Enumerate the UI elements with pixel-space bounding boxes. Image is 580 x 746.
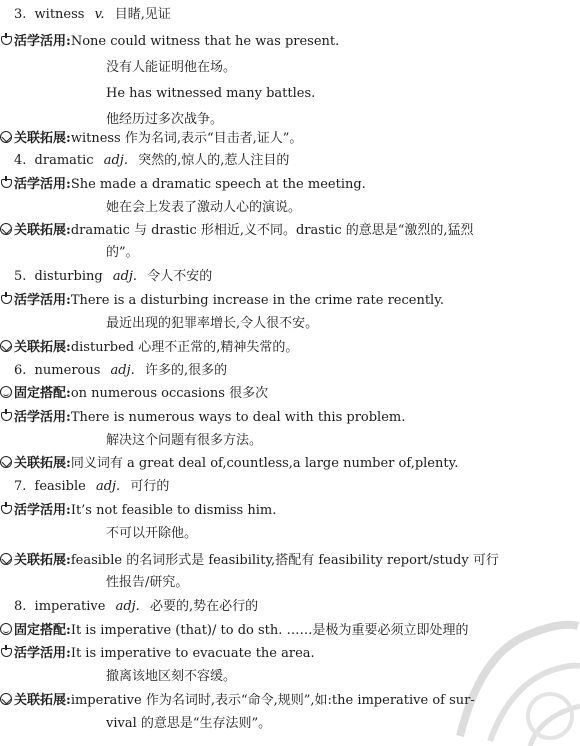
practice-line: 他经历过多次战争。 [106,112,224,127]
practice-row: 活学活用:None could witness that he was present. [0,31,575,53]
entry-heading: 4. dramatic adj. 突然的,惊人的,惹人注目的 [14,153,290,168]
expand-icon [0,223,12,235]
expand-line: vival 的意思是“生存法则”。 [106,716,272,731]
expand-icon [0,340,12,352]
collocation-row: 固定搭配:on numerous occasions 很多次 [0,383,575,405]
expand-row: 关联拓展:witness 作为名词,表示“目击者,证人”。 [0,128,575,150]
expand-icon [0,131,12,143]
practice-line: 解决这个问题有很多方法。 [106,433,263,448]
practice-icon [0,646,12,658]
practice-icon [0,410,12,422]
practice-row: 活学活用:She made a dramatic speech at the meeting. [0,174,575,196]
expand-row: 关联拓展:feasible 的名词形式是 feasibility,搭配有 feasibility report/study 可行 [0,550,575,572]
smile-icon [0,623,12,635]
expand-icon [0,456,12,468]
expand-row: 关联拓展:imperative 作为名词时,表示“命令,规则”,如:the imperative of sur- [0,690,575,712]
collocation-row: 固定搭配:It is imperative (that)/ to do sth. ……是极为重要必须立即处理的 [0,620,575,642]
expand-row: 关联拓展:disturbed 心理不正常的,精神失常的。 [0,337,575,359]
expand-row: 关联拓展:dramatic 与 drastic 形相近,义不同。drastic 的意思是“激烈的,猛烈 [0,220,575,242]
practice-icon [0,177,12,189]
entry-heading: 8. imperative adj. 必要的,势在必行的 [14,599,259,614]
entry-heading: 6. numerous adj. 许多的,很多的 [14,363,228,378]
practice-line: 她在会上发表了激动人心的演说。 [106,200,302,215]
expand-icon [0,553,12,565]
practice-row: 活学活用:It’s not feasible to dismiss him. [0,500,575,522]
practice-row: 活学活用:There is a disturbing increase in the crime rate recently. [0,290,575,312]
practice-line: 撤离该地区刻不容缓。 [106,669,237,684]
entry-heading: 3. witness v. 目睹,见证 [14,7,171,22]
practice-icon [0,503,12,515]
expand-icon [0,693,12,705]
practice-icon [0,34,12,46]
practice-row: 活学活用:It is imperative to evacuate the area. [0,643,575,665]
smile-icon [0,386,12,398]
entry-heading: 5. disturbing adj. 令人不安的 [14,269,213,284]
watermark-stamp [430,596,580,746]
practice-row: 活学活用:There is numerous ways to deal with this problem. [0,407,575,429]
practice-icon [0,293,12,305]
expand-row: 关联拓展:同义词有 a great deal of,countless,a large number of,plenty. [0,453,575,475]
practice-line: 不可以开除他。 [106,526,198,541]
expand-line: 的”。 [106,245,139,260]
practice-line: 没有人能证明他在场。 [106,60,237,75]
entry-heading: 7. feasible adj. 可行的 [14,479,170,494]
expand-line: 性报告/研究。 [106,575,189,590]
practice-line: 最近出现的犯罪率增长,令人很不安。 [106,316,319,331]
practice-line: He has witnessed many battles. [106,86,316,101]
